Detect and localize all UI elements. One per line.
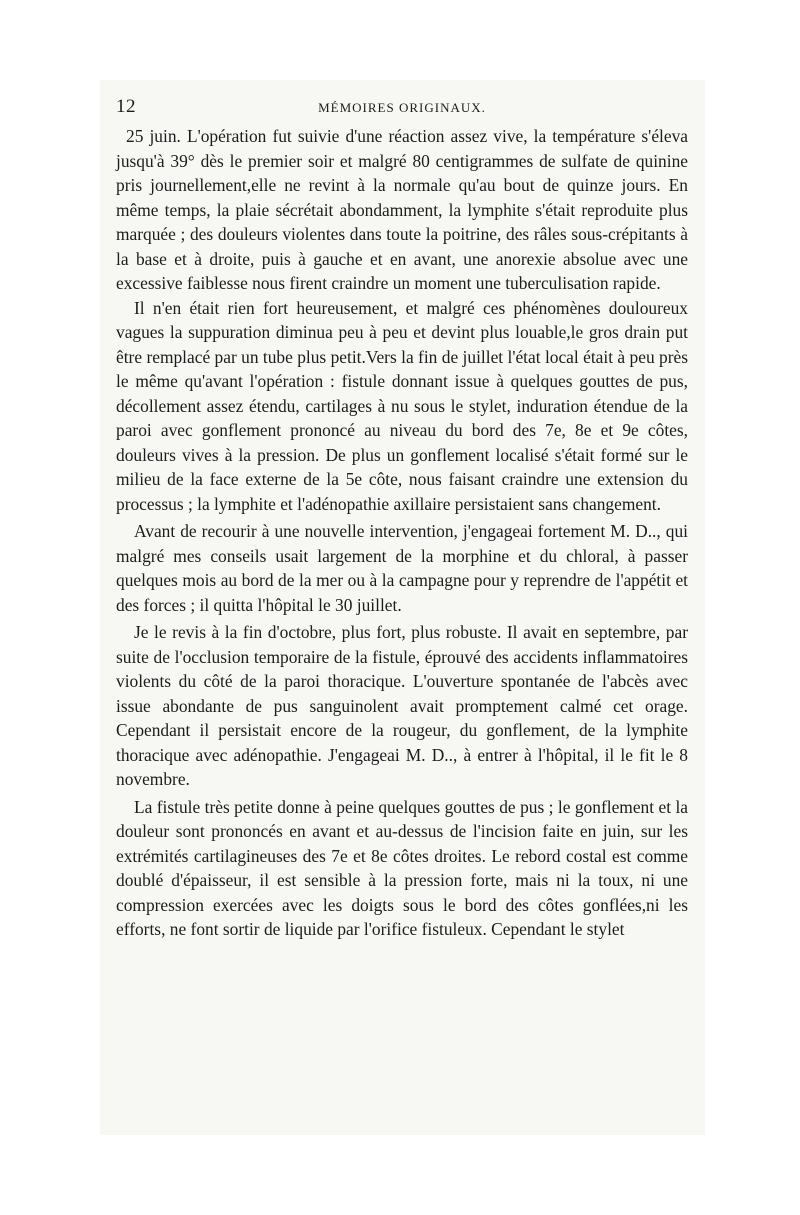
running-title: MÉMOIRES ORIGINAUX. — [318, 100, 486, 115]
paragraph-4: Je le revis à la fin d'octobre, plus fort, plus robuste. Il avait en septembre, par suite de l'occlusion temporaire de la fistule, éprouvé des accidents inflammatoires violents du côté de la paroi thoracique. L'ouverture spontanée de l'abcès avec issue abondante de pus sanguinolent avait promptement calmé cet orage. Cependant il persistait encore de la rougeur, du gonflement, de la lymphite thoracique avec adénopathie. J'engageai M. D.., à entrer à l'hôpital, il le fit le 8 novembre. — [116, 622, 688, 789]
paragraph-2: Il n'en était rien fort heureusement, et malgré ces phénomènes douloureux vagues la suppuration diminua peu à peu et devint plus louable,le gros drain put être remplacé par un tube plus petit.Vers la fin de juillet l'état local était à peu près le même qu'avant l'opération : fistule donnant issue à quelques gouttes de pus, décollement assez étendu, cartilages à nu sous le stylet, induration étendue de la paroi avec gonflement prononcé au niveau du bord des 7e, 8e et 9e côtes, douleurs vives à la pression. De plus un gonflement localisé s'était formé sur le milieu de la face externe de la 5e côte, nous faisant craindre une extension du processus ; la lymphite et l'adénopathie axillaire persistaient sans changement. — [116, 297, 688, 514]
paragraph-1: 25 juin. L'opération fut suivie d'une réaction assez vive, la température s'éleva jusqu'à 39° dès le premier soir et malgré 80 centigrammes de sulfate de quinine pris journellement,elle ne revint à la normale qu'au bout de quinze jours. En même temps, la plaie sécrétait abondamment, la lymphite s'était reproduite plus marquée ; des douleurs violentes dans toute la poitrine, des râles sous-crépitants à la base et à droite, puis à gauche et en avant, une anorexie absolue avec une excessive faiblesse nous firent craindre un moment une tuberculisation rapide. — [116, 126, 688, 293]
running-header — [116, 96, 688, 124]
page-number: 12 — [116, 96, 136, 117]
document-page — [116, 96, 688, 942]
paragraph-3: Avant de recourir à une nouvelle intervention, j'engageai fortement M. D.., qui malgré mes conseils usait largement de la morphine et du chloral, à passer quelques mois au bord de la mer ou à la campagne pour y reprendre de l'appétit et des forces ; il quitta l'hôpital le 30 juillet. — [116, 521, 688, 615]
paragraph-5: La fistule très petite donne à peine quelques gouttes de pus ; le gonflement et la douleur sont prononcés en avant et au-dessus de l'incision faite en juin, sur les extrémités cartilagineuses des 7e et 8e côtes droites. Le rebord costal est comme doublé d'épaisseur, il est sensible à la pression forte, mais ni la toux, ni une compression exercées avec les doigts sous le bord des côtes gonflées,ni les efforts, ne font sortir de liquide par l'orifice fistuleux. Cependant le stylet — [116, 796, 688, 939]
body-text — [116, 124, 688, 942]
